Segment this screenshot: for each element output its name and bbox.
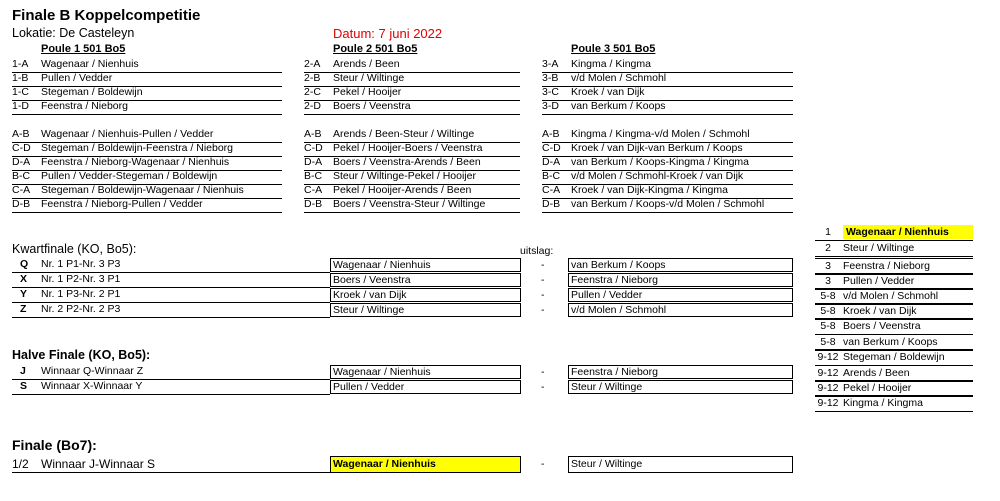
team-code: 2-C	[304, 86, 321, 98]
match-code: D-A	[12, 156, 31, 168]
ranking-team: Wagenaar / Nienhuis	[843, 225, 973, 239]
poule-match-row	[542, 128, 793, 143]
page-title: Finale B Koppelcompetitie	[12, 7, 201, 24]
team-code: 2-B	[304, 72, 321, 84]
ranking-position: 5-8	[820, 290, 836, 302]
match-code: 1/2	[12, 457, 29, 471]
match-code: Y	[20, 288, 28, 300]
ranking-team: van Berkum / Koops	[843, 336, 938, 348]
date-label: Datum: 7 juni 2022	[333, 26, 443, 41]
match-desc-row	[12, 288, 330, 303]
match-code: B-C	[12, 170, 31, 182]
match-code: Q	[20, 258, 29, 270]
match-name: van Berkum / Koops-Kingma / Kingma	[571, 156, 749, 168]
poule-match-row	[304, 142, 520, 157]
ranking-row	[815, 225, 973, 241]
ranking-row	[815, 349, 973, 366]
match-desc-row	[12, 380, 330, 395]
score-dash: -	[541, 366, 545, 378]
poule-match-row	[304, 198, 520, 213]
away-team-cell: Feenstra / Nieborg	[568, 365, 793, 379]
poule-match-row	[304, 184, 520, 199]
match-desc: Nr. 1 P1-Nr. 3 P3	[41, 258, 121, 270]
poule-title: Poule 3 501 Bo5	[571, 43, 656, 55]
score-dash: -	[541, 458, 545, 470]
halve-finale-title: Halve Finale (KO, Bo5):	[12, 348, 151, 362]
ranking-position: 3	[825, 260, 831, 272]
match-name: Feenstra / Nieborg-Wagenaar / Nienhuis	[41, 156, 230, 168]
team-code: 1-B	[12, 72, 29, 84]
match-code: D-B	[542, 198, 561, 210]
ranking-team: Pekel / Hooijer	[843, 382, 912, 394]
match-name: Boers / Veenstra-Arends / Been	[333, 156, 481, 168]
finale-title: Finale (Bo7):	[12, 437, 97, 453]
ranking-team: Arends / Been	[843, 367, 910, 379]
ranking-team: v/d Molen / Schmohl	[843, 290, 939, 302]
team-name: Wagenaar / Nienhuis	[41, 58, 139, 70]
ranking-row	[815, 240, 973, 257]
ranking-position: 3	[825, 275, 831, 287]
team-code: 1-A	[12, 58, 29, 70]
match-code: X	[20, 273, 28, 285]
match-desc-row	[12, 273, 330, 288]
home-team-cell: Kroek / van Dijk	[330, 288, 521, 302]
away-team-cell: Feenstra / Nieborg	[568, 273, 793, 287]
ranking-row	[815, 395, 973, 412]
match-name: Kroek / van Dijk-Kingma / Kingma	[571, 184, 728, 196]
ranking-position: 9-12	[817, 351, 839, 363]
match-name: v/d Molen / Schmohl-Kroek / van Dijk	[571, 170, 744, 182]
team-code: 2-D	[304, 100, 321, 112]
match-name: van Berkum / Koops-v/d Molen / Schmohl	[571, 198, 765, 210]
match-code: A-B	[542, 128, 560, 140]
poule-match-row	[12, 156, 282, 171]
home-team-cell: Wagenaar / Nienhuis	[330, 258, 521, 272]
poule-match-row	[12, 170, 282, 185]
poule-team-row	[12, 100, 282, 115]
team-name: v/d Molen / Schmohl	[571, 72, 667, 84]
team-code: 1-C	[12, 86, 29, 98]
match-code: D-A	[304, 156, 323, 168]
match-desc: Nr. 1 P3-Nr. 2 P1	[41, 288, 121, 300]
ranking-row	[815, 318, 973, 335]
score-dash: -	[541, 274, 545, 286]
match-code: C-D	[304, 142, 323, 154]
ranking-team: Feenstra / Nieborg	[843, 260, 930, 272]
poule-match-row	[542, 184, 793, 199]
team-name: Pullen / Vedder	[41, 72, 113, 84]
ranking-position: 2	[825, 242, 831, 254]
ranking-team: Kingma / Kingma	[843, 397, 923, 409]
score-dash: -	[541, 259, 545, 271]
poule-match-row	[542, 142, 793, 157]
poule-team-row	[542, 86, 793, 101]
poule-team-row	[12, 72, 282, 87]
match-code: D-B	[304, 198, 323, 210]
away-team-cell: Steur / Wiltinge	[568, 380, 793, 394]
home-team-cell: Boers / Veenstra	[330, 273, 521, 287]
finale-winner-cell: Wagenaar / Nienhuis	[330, 456, 521, 473]
score-dash: -	[541, 381, 545, 393]
match-code: Z	[20, 303, 27, 315]
ranking-team: Stegeman / Boldewijn	[843, 351, 945, 363]
team-code: 3-D	[542, 100, 559, 112]
team-name: Kroek / van Dijk	[571, 86, 645, 98]
team-code: 1-D	[12, 100, 29, 112]
poule-match-row	[12, 184, 282, 199]
team-name: Arends / Been	[333, 58, 400, 70]
team-name: Feenstra / Nieborg	[41, 100, 128, 112]
away-team-cell: Steur / Wiltinge	[568, 456, 793, 473]
home-team-cell: Pullen / Vedder	[330, 380, 521, 394]
match-code: B-C	[304, 170, 323, 182]
match-name: Steur / Wiltinge-Pekel / Hooijer	[333, 170, 476, 182]
away-team-cell: v/d Molen / Schmohl	[568, 303, 793, 317]
match-desc: Winnaar Q-Winnaar Z	[41, 365, 144, 377]
match-code: D-A	[542, 156, 561, 168]
kwartfinale-title: Kwartfinale (KO, Bo5):	[12, 242, 137, 256]
poule-match-row	[12, 128, 282, 143]
poule-match-row	[542, 170, 793, 185]
match-code: A-B	[12, 128, 30, 140]
poule-match-row	[12, 142, 282, 157]
poule-team-row	[12, 58, 282, 73]
poule-match-row	[304, 156, 520, 171]
score-dash: -	[541, 289, 545, 301]
score-dash: -	[541, 304, 545, 316]
match-name: Kroek / van Dijk-van Berkum / Koops	[571, 142, 743, 154]
team-name: Kingma / Kingma	[571, 58, 651, 70]
poule-match-row	[304, 128, 520, 143]
match-name: Kingma / Kingma-v/d Molen / Schmohl	[571, 128, 750, 140]
ranking-team: Pullen / Vedder	[843, 275, 915, 287]
poule-match-row	[304, 170, 520, 185]
poule-team-row	[542, 100, 793, 115]
match-name: Pullen / Vedder-Stegeman / Boldewijn	[41, 170, 218, 182]
match-name: Boers / Veenstra-Steur / Wiltinge	[333, 198, 486, 210]
match-desc: Nr. 2 P2-Nr. 2 P3	[41, 303, 121, 315]
ranking-position: 9-12	[817, 382, 839, 394]
match-desc: Winnaar J-Winnaar S	[41, 457, 156, 471]
poule-team-row	[304, 72, 520, 87]
away-team-cell: Pullen / Vedder	[568, 288, 793, 302]
ranking-position: 1	[825, 226, 831, 238]
poule-team-row	[542, 72, 793, 87]
ranking-position: 5-8	[820, 336, 836, 348]
match-desc: Nr. 1 P2-Nr. 3 P1	[41, 273, 121, 285]
match-code: C-D	[12, 142, 31, 154]
team-name: Steur / Wiltinge	[333, 72, 405, 84]
poule-team-row	[304, 100, 520, 115]
ranking-position: 9-12	[817, 397, 839, 409]
team-code: 3-C	[542, 86, 559, 98]
match-desc-row	[12, 258, 330, 273]
match-code: A-B	[304, 128, 322, 140]
poule-title: Poule 2 501 Bo5	[333, 43, 418, 55]
team-code: 2-A	[304, 58, 321, 70]
team-code: 3-A	[542, 58, 559, 70]
match-desc: Winnaar X-Winnaar Y	[41, 380, 143, 392]
ranking-position: 9-12	[817, 367, 839, 379]
team-name: Boers / Veenstra	[333, 100, 411, 112]
match-desc-row	[12, 303, 330, 318]
poule-match-row	[542, 198, 793, 213]
match-code: C-A	[12, 184, 31, 196]
ranking-team: Boers / Veenstra	[843, 320, 921, 332]
match-name: Stegeman / Boldewijn-Feenstra / Nieborg	[41, 142, 234, 154]
team-name: Pekel / Hooijer	[333, 86, 402, 98]
team-code: 3-B	[542, 72, 559, 84]
match-code: C-A	[304, 184, 323, 196]
team-name: Stegeman / Boldewijn	[41, 86, 143, 98]
match-desc-row	[12, 365, 330, 380]
match-name: Pekel / Hooijer-Boers / Veenstra	[333, 142, 483, 154]
match-code: C-A	[542, 184, 561, 196]
ranking-position: 5-8	[820, 305, 836, 317]
poule-team-row	[12, 86, 282, 101]
match-name: Feenstra / Nieborg-Pullen / Vedder	[41, 198, 203, 210]
match-code: D-B	[12, 198, 31, 210]
home-team-cell: Wagenaar / Nienhuis	[330, 365, 521, 379]
ranking-team: Steur / Wiltinge	[843, 242, 915, 254]
uitslag-label: uitslag:	[520, 245, 554, 257]
ranking-position: 5-8	[820, 320, 836, 332]
match-code: J	[20, 365, 26, 377]
match-code: B-C	[542, 170, 561, 182]
location-label: Lokatie: De Casteleyn	[12, 26, 135, 40]
poule-match-row	[542, 156, 793, 171]
away-team-cell: van Berkum / Koops	[568, 258, 793, 272]
poule-match-row	[12, 198, 282, 213]
match-name: Wagenaar / Nienhuis-Pullen / Vedder	[41, 128, 214, 140]
match-code: S	[20, 380, 28, 392]
match-desc-row	[12, 457, 330, 473]
team-name: van Berkum / Koops	[571, 100, 666, 112]
match-name: Arends / Been-Steur / Wiltinge	[333, 128, 475, 140]
poule-title: Poule 1 501 Bo5	[41, 43, 126, 55]
poule-team-row	[304, 58, 520, 73]
poule-team-row	[542, 58, 793, 73]
match-code: C-D	[542, 142, 561, 154]
match-name: Pekel / Hooijer-Arends / Been	[333, 184, 472, 196]
home-team-cell: Steur / Wiltinge	[330, 303, 521, 317]
ranking-team: Kroek / van Dijk	[843, 305, 917, 317]
match-name: Stegeman / Boldewijn-Wagenaar / Nienhuis	[41, 184, 244, 196]
poule-team-row	[304, 86, 520, 101]
